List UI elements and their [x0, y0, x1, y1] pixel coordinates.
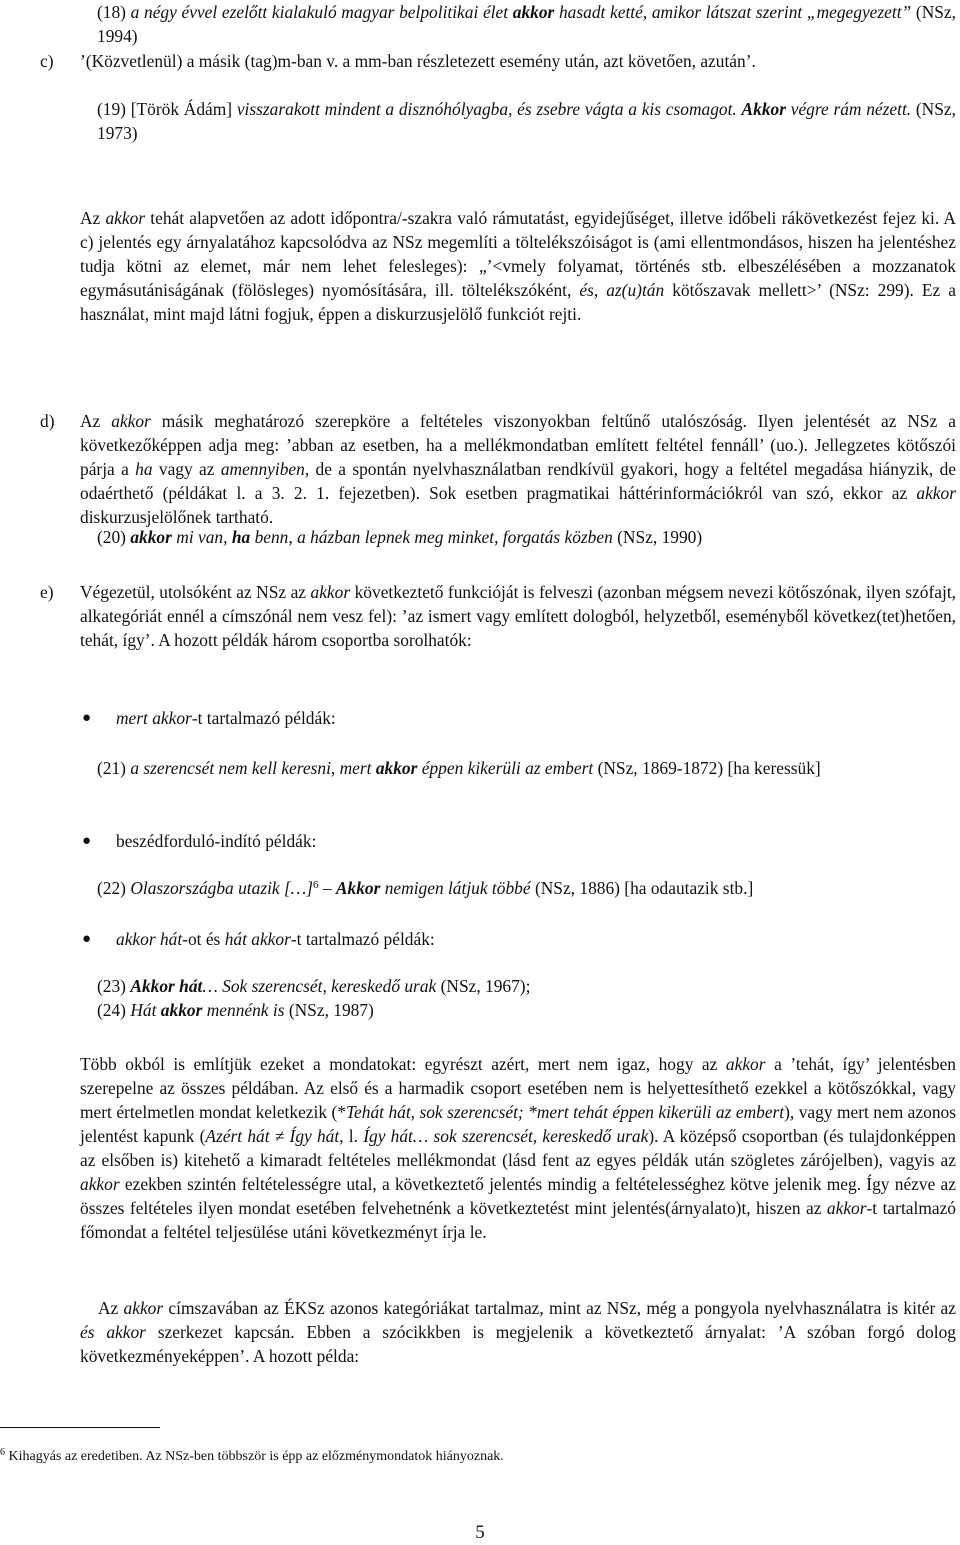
- example-19: (19) [Török Ádám] visszarakott mindent a disznóhólyagba, és zsebre vágta a kis csomagot. Akkor végre rám nézett. (NSz, 1973): [97, 99, 956, 143]
- example-20: (20) akkor mi van, ha benn, a házban lepnek meg minket, forgatás közben (NSz, 1990): [97, 527, 703, 547]
- footnote-divider: [0, 1427, 160, 1428]
- bullet-akkor-hat: akkor hát-ot és hát akkor-t tartalmazó példák:: [116, 929, 435, 949]
- section-c-definition: ’(Közvetlenül) a másik (tag)m-ban v. a mm-ban részletezett esemény után, azt követően, azután’.: [80, 51, 756, 71]
- footnote-6: $^6$ Kihagyás az eredetiben. Az NSz-ben többször is épp az előzménymondatok hiányoznak.: [0, 1447, 504, 1464]
- example-18: (18) a négy évvel ezelőtt kialakuló magyar belpolitikai élet akkor hasadt ketté, amikor látszat szerint „megegyezett” (NSz, 1994): [97, 2, 956, 46]
- paragraph-akkor-time: Az akkor tehát alapvetően az adott időpontra/-szakra való rámutatást, egyidejűséget, illetve időbeli rákövetkezést fejez ki. A c) jelentés egy árnyalatához kapcsolódva az NSz megemlíti a töltelékszóiságot is (ami ellentmondásos, hiszen ha jelentéshez tudja kötni az elemet, már nem lehet felesleges): „’<vmely folyamat, történés stb. elbeszélésében a mozzanatok egymásutániságának (fölösleges) nyomósítására, ill. töltelékszóként, és, az(u)tán kötőszavak mellett>’ (NSz: 299). Ez a használat, mint majd látni fogjuk, éppen a diskurzusjelölő funkciót rejti.: [80, 208, 956, 324]
- bullet-dot: ●: [82, 833, 92, 849]
- paragraph-eksz: Az akkor címszavában az ÉKSz azonos kategóriákat tartalmaz, mint az NSz, még a pongyola nyelvhasználatra is kitér az és akkor szerkezet kapcsán. Ebben a szócikkben is megjelenik a következtető árnyalat: ’A szóban forgó dolog következményeképpen’. A hozott példa:: [80, 1298, 956, 1366]
- section-label-e: e): [40, 582, 54, 602]
- bullet-turn-initial: beszédforduló-indító példák:: [116, 831, 317, 851]
- page-number: 5: [475, 1522, 485, 1543]
- bullet-dot: ●: [82, 931, 92, 947]
- section-label-c: c): [40, 51, 54, 71]
- section-e-paragraph: Végezetül, utolsóként az NSz az akkor következtető funkcióját is felveszi (azonban mégsem nevezi kötőszónak, ilyen szófajt, alkategóriát ennél a címszónál nem vesz fel): ’az ismert vagy említett dologból, helyzetből, eseményből következ(tet)hetően, tehát, így’. A hozott példák három csoportba sorolhatók:: [80, 582, 957, 650]
- footnote-ref[interactable]: 6: [312, 879, 319, 891]
- example-21: (21) a szerencsét nem kell keresni, mert akkor éppen kikerüli az embert (NSz, 1869-1872) [ha keressük]: [97, 758, 821, 778]
- example-23: (23) Akkor hát… Sok szerencsét, kereskedő urak (NSz, 1967);: [97, 976, 531, 996]
- section-d-paragraph: Az akkor másik meghatározó szerepköre a feltételes viszonyokban feltűnő utalószóság. Ilyen jelentését az NSz a következőképpen adja meg: ’abban az esetben, ha a mellékmondatban említett feltétel fennáll’ (uo.). Jellegzetes kötőszói párja a ha vagy az amennyiben, de a spontán nyelvhasználatban rendkívül gyakori, hogy a feltétel megadása hiányzik, de odaérthető (példákat l. a 3. 2. 1. fejezetben). Sok esetben pragmatikai háttérinformációkról van szó, ekkor az akkor diskurzusjelölőnek tartható.: [80, 411, 956, 527]
- example-24: (24) Hát akkor mennénk is (NSz, 1987): [97, 1000, 374, 1020]
- paragraph-analysis: Több okból is említjük ezeket a mondatokat: egyrészt azért, mert nem igaz, hogy az akkor a ’tehát, így’ jelentésben szerepelne az összes példában. Az első és a harmadik csoport esetében nem is helyettesíthető ezekkel a kötőszókkal, vagy mert értelmetlen mondat keletkezik (*Tehát hát, sok szerencsét; *mert tehát éppen kikerüli az embert), vagy mert nem azonos jelentést kapunk (Azért hát ≠ Így hát, l. Így hát… sok szerencsét, kereskedő urak). A középső csoportban (és tulajdonképpen az elsőben is) kitehető a kimaradt feltételes mellékmondat (lásd fent az egyes példák után szögletes zárójelben), vagyis az akkor ezekben szintén feltételességre utal, a következtető jelentés mindig a feltételességhez kötve jelenik meg. Így nézve az összes feltételes ilyen mondat esetében felvehetnénk a következtetést mint jelentés(árnyalato)t, hiszen az akkor-t tartalmazó főmondat a feltétel teljesülése utáni következményt írja le.: [80, 1054, 957, 1242]
- bullet-mert-akkor: mert akkor-t tartalmazó példák:: [116, 708, 336, 728]
- example-22: (22) Olaszországba utazik […]$^6$ – Akkor nemigen látjuk többé (NSz, 1886) [ha odautazik stb.]: [97, 878, 754, 898]
- section-label-d: d): [40, 411, 55, 431]
- bullet-dot: ●: [82, 710, 92, 726]
